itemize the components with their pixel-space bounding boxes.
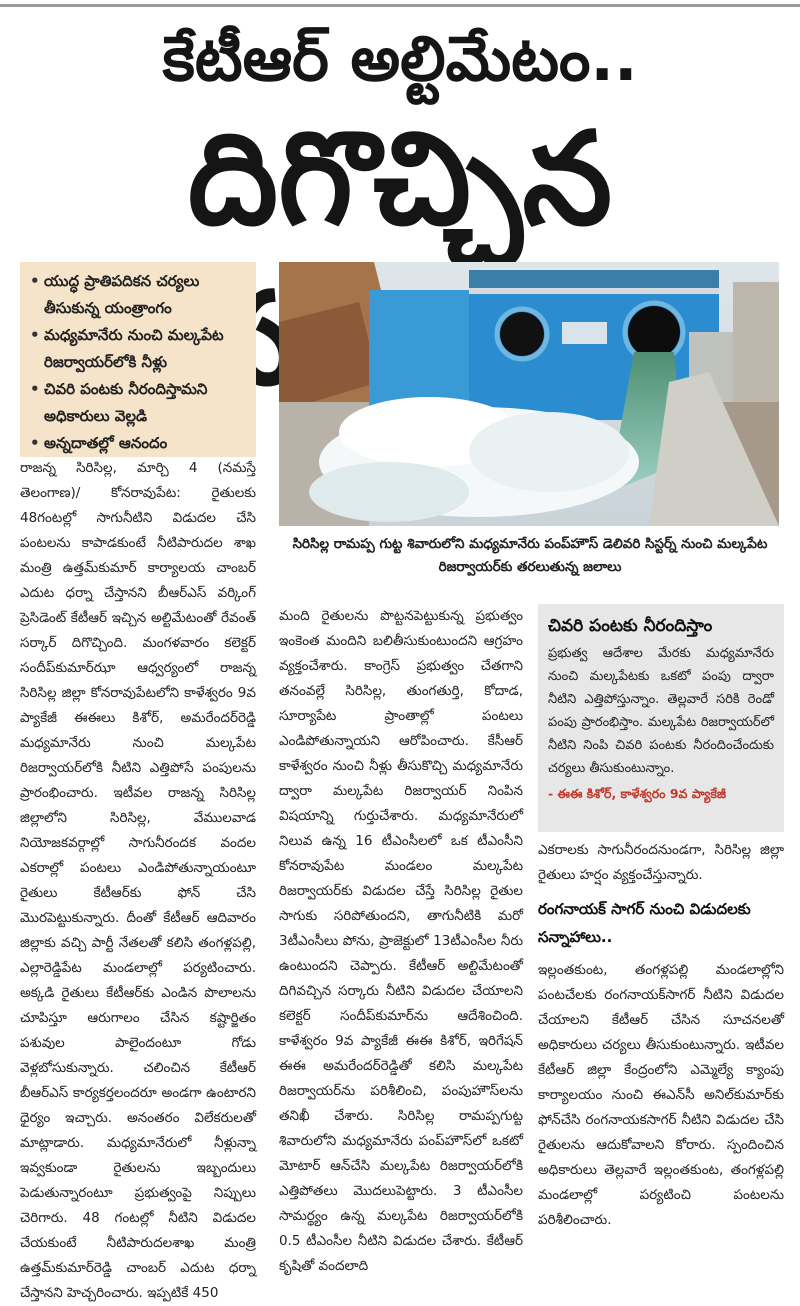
second-story-heading: రంగనాయక్ సాగర్ నుంచి విడుదలకు సన్నాహాలు.. xyxy=(538,900,751,946)
top-rule xyxy=(0,4,800,7)
article-text: రాజన్న సిరిసిల్ల, మార్చి 4 (నమస్తే తెలంగాణ)/ కోనరావుపేట: రైతులకు 48గంటల్లో సాగునీటిని విడుదల చేసి పంటలను కాపాడకుంటే నీటిపారుదల శాఖ మంత్రి ఉత్తమ్‌కుమార్ కార్యాలయ చాంబర్ ఎదుట ధర్నా చేస్తానని బీఆర్‌ఎస్ వర్కింగ్ ప్రెసిడెంట్ కేటీఆర్ ఇచ్చిన అల్టిమేటంతో రేవంత్ సర్కార్ దిగొచ్చింది. మంగళవారం కలెక్టర్ సందీప్‌కుమార్‌ఝా ఆధ్వర్యంలో రాజన్న సిరిసిల్ల జిల్లా కోనరావుపేటలోని కాళేశ్వరం 9వ ప్యాకేజీ ఈఈలు కిశోర్, అమరేందర్‌రెడ్డి మధ్యమానేరు నుంచి మల్కపేట రిజర్వాయర్‌లోకి నీటిని ఎత్తిపోసే పంపులను ప్రారంభించారు. ఇటీవల రాజన్న సిరిసిల్ల జిల్లాలోని సిరిసిల్ల, వేములవాడ నియోజకవర్గాల్లో సాగునీరందక వందల ఎకరాల్లో పంటలు ఎండిపోతున్నాయంటూ రైతులు కేటీఆర్‌కు ఫోన్ చేసి మొరపెట్టుకున్నారు. దీంతో కేటీఆర్ ఆదివారం జిల్లాకు వచ్చి పార్టీ నేతలతో కలిసి తంగళ్లపల్లి, ఎల్లారెడ్డిపేట మండలాల్లో పర్యటించారు. అక్కడి రైతులు కేటీఆర్‌కు ఎండిన పొలాలను చూపిస్తూ ఆరుగాలం చేసిన కష్టార్జితం పశువుల పాలైందంటూ గోడు వెళ్లబోసుకున్నారు. చలించిన కేటీఆర్ బీఆర్‌ఎస్ కార్యకర్తలందరూ అండగా ఉంటారని ధైర్యం ఇచ్చారు. అనంతరం విలేకరులతో మాట్లాడారు. మధ్యమానేరులో నీళ్లున్నా ఇవ్వకుండా రైతులను ఇబ్బందులు పెడుతున్నారంటూ ప్రభుత్వంపై నిప్పులు చెరిగారు. 48 గంటల్లో నీటిని విడుదల చేయకుంటే నీటిపారుదలశాఖ మంత్రి ఉత్తమ్‌కుమార్‌రెడ్డి చాంబర్ ఎదుట ధర్నా చేస్తానని హెచ్చరించారు. ఇప్పటికే 450 xyxy=(20,460,256,1301)
quote-sidebar xyxy=(538,604,784,832)
highlight-text: మధ్యమానేరు నుంచి మల్కపేట రిజర్వాయర్‌లోకి నీళ్లు xyxy=(44,326,224,371)
bullet-icon: • xyxy=(30,434,40,452)
article-column-3 xyxy=(538,838,784,888)
headline-line-2: దిగొచ్చిన xyxy=(187,105,613,254)
bullet-icon: • xyxy=(30,272,40,290)
news-photo-pumphouse xyxy=(279,262,779,526)
bullet-icon: • xyxy=(30,326,40,344)
sidebar-body: ప్రభుత్వ ఆదేశాల మేరకు మధ్యమానేరు నుంచి మల్కపేటకు ఒకటో పంపు ద్వారా నీటిని ఎత్తిపోస్తున్నాం. తెల్లవారే సరికి రెండో పంపు ప్రారంభిస్తాం. మల్కపేట రిజర్వాయర్‌లో నీటిని నింపి చివరి పంటకు నీరందించేందుకు చర్యలు తీసుకుంటున్నాం. xyxy=(548,646,774,776)
pumphouse-illustration xyxy=(279,262,779,526)
highlight-text: చివరి పంటకు నీరందిస్తామని అధికారులు వెల్లడి xyxy=(44,380,208,425)
article-column-2 xyxy=(279,604,523,1279)
highlight-text: యుద్ధ ప్రాతిపదికన చర్యలు తీసుకున్న యంత్రాంగం xyxy=(44,272,200,317)
article-text: ఇల్లంతకుంట, తంగళ్లపల్లి మండలాల్లోని పంటచేలకు రంగనాయక్‌సాగర్ నీటిని విడుదల చేయాలని కేటీఆర్ చేసిన సూచనలతో అధికారులు చర్యలు తీసుకుంటున్నారు. ఇటీవల కేటీఆర్ జిల్లా కేంద్రంలోని ఎమ్మెల్యే క్యాంపు కార్యాలయం నుంచి ఈఎన్‌సీ అనిల్‌కుమార్‌కు ఫోన్‌చేసి రంగనాయకసాగర్ నీటిని విడుదల చేసి రైతులను ఆదుకోవాలని కోరారు. స్పందించిన అధికారులు తెల్లవారే ఇల్లంతకుంట, తంగళ్లపల్లి మండలాల్లో పర్యటించి పంటలను పరిశీలించారు. xyxy=(538,962,784,1228)
sidebar-title: చివరి పంటకు నీరందిస్తాం xyxy=(548,616,713,636)
highlight-item xyxy=(28,268,248,322)
highlights-box xyxy=(20,262,256,457)
article-column-1 xyxy=(20,456,256,1306)
highlight-item xyxy=(28,430,248,457)
second-story-body xyxy=(538,958,784,1233)
sidebar-attribution: - ఈఈ కిశోర్, కాళేశ్వరం 9వ ప్యాకేజీ xyxy=(548,786,727,801)
headline-line-1: కేటీఆర్ అల్టిమేటం.. xyxy=(162,22,638,95)
photo-caption: సిరిసిల్ల రామప్ప గుట్ట శివారులోని మధ్యమానేరు పంప్‌హౌస్ డెలివరి సిస్టర్న్ నుంచి మల్కపేట రిజర్వాయర్‌కు తరలుతున్న జలాలు xyxy=(292,536,768,575)
bullet-icon: • xyxy=(30,380,40,398)
article-text: ఎకరాలకు సాగునీరందనుండగా, సిరిసిల్ల జిల్లా రైతులు హర్షం వ్యక్తంచేస్తున్నారు. xyxy=(538,842,784,883)
highlight-item xyxy=(28,322,248,376)
article-text: మంది రైతులను పొట్టనపెట్టుకున్న ప్రభుత్వం ఇంకెంత మందిని బలితీసుకుంటుందని ఆగ్రహం వ్యక్తంచేశారు. కాంగ్రెస్ ప్రభుత్వం చేతగాని తనంవల్లే సిరిసిల్ల, తుంగతుర్తి, కోదాడ, సూర్యాపేట ప్రాంతాల్లో పంటలు ఎండిపోతున్నాయని ఆరోపించారు. కేసీఆర్ కాళేశ్వరం నుంచి నీళ్లు తీసుకొచ్చి మధ్యమానేరు ద్వారా మల్కపేట రిజర్వాయర్ నింపిన విషయాన్ని గుర్తుచేశారు. మధ్యమానేరులో నిలువ ఉన్న 16 టీఎంసీలలో ఒక టీఎంసీని కోనరావుపేట మండలం మల్కపేట రిజర్వాయర్‌కు విడుదల చేస్తే సిరిసిల్ల రైతుల సాగుకు సరిపోతుందని, తాగునీటికి మరో 3టీఎంసీలు పోను, ప్రాజెక్టులో 13టీఎంసీల నీరు ఉంటుందని చెప్పారు. కేటీఆర్ అల్టిమేటంతో దిగివచ్చిన సర్కారు నీటిని విడుదల చేయాలని కలెక్టర్ సందీప్‌కుమార్‌ను ఆదేశించింది. కాళేశ్వరం 9వ ప్యాకేజీ ఈఈ కిశోర్, ఇరిగేషన్ ఈఈ అమరేందర్‌రెడ్డితో కలిసి మల్కపేట రిజర్వాయర్‌ను పరిశీలించి, పంపుహౌస్‌లను తనిఖీ చేశారు. సిరిసిల్ల రామప్పగుట్ట శివారులోని మధ్యమానేరు పంప్‌హౌస్‌లో ఒకటో మోటార్ ఆన్‌చేసి మల్కపేట రిజర్వాయర్‌లోకి ఎత్తిపోతలు మొదలుపెట్టారు. 3 టీఎంసీల సామర్థ్యం ఉన్న మల్కపేట రిజర్వాయర్‌లోకి 0.5 టీఎంసీల నీటిని విడుదల చేశారు. కేటీఆర్ కృషితో వందలాది xyxy=(279,608,523,1274)
highlight-text: అన్నదాతల్లో ఆనందం xyxy=(44,434,168,452)
highlight-item xyxy=(28,376,248,430)
